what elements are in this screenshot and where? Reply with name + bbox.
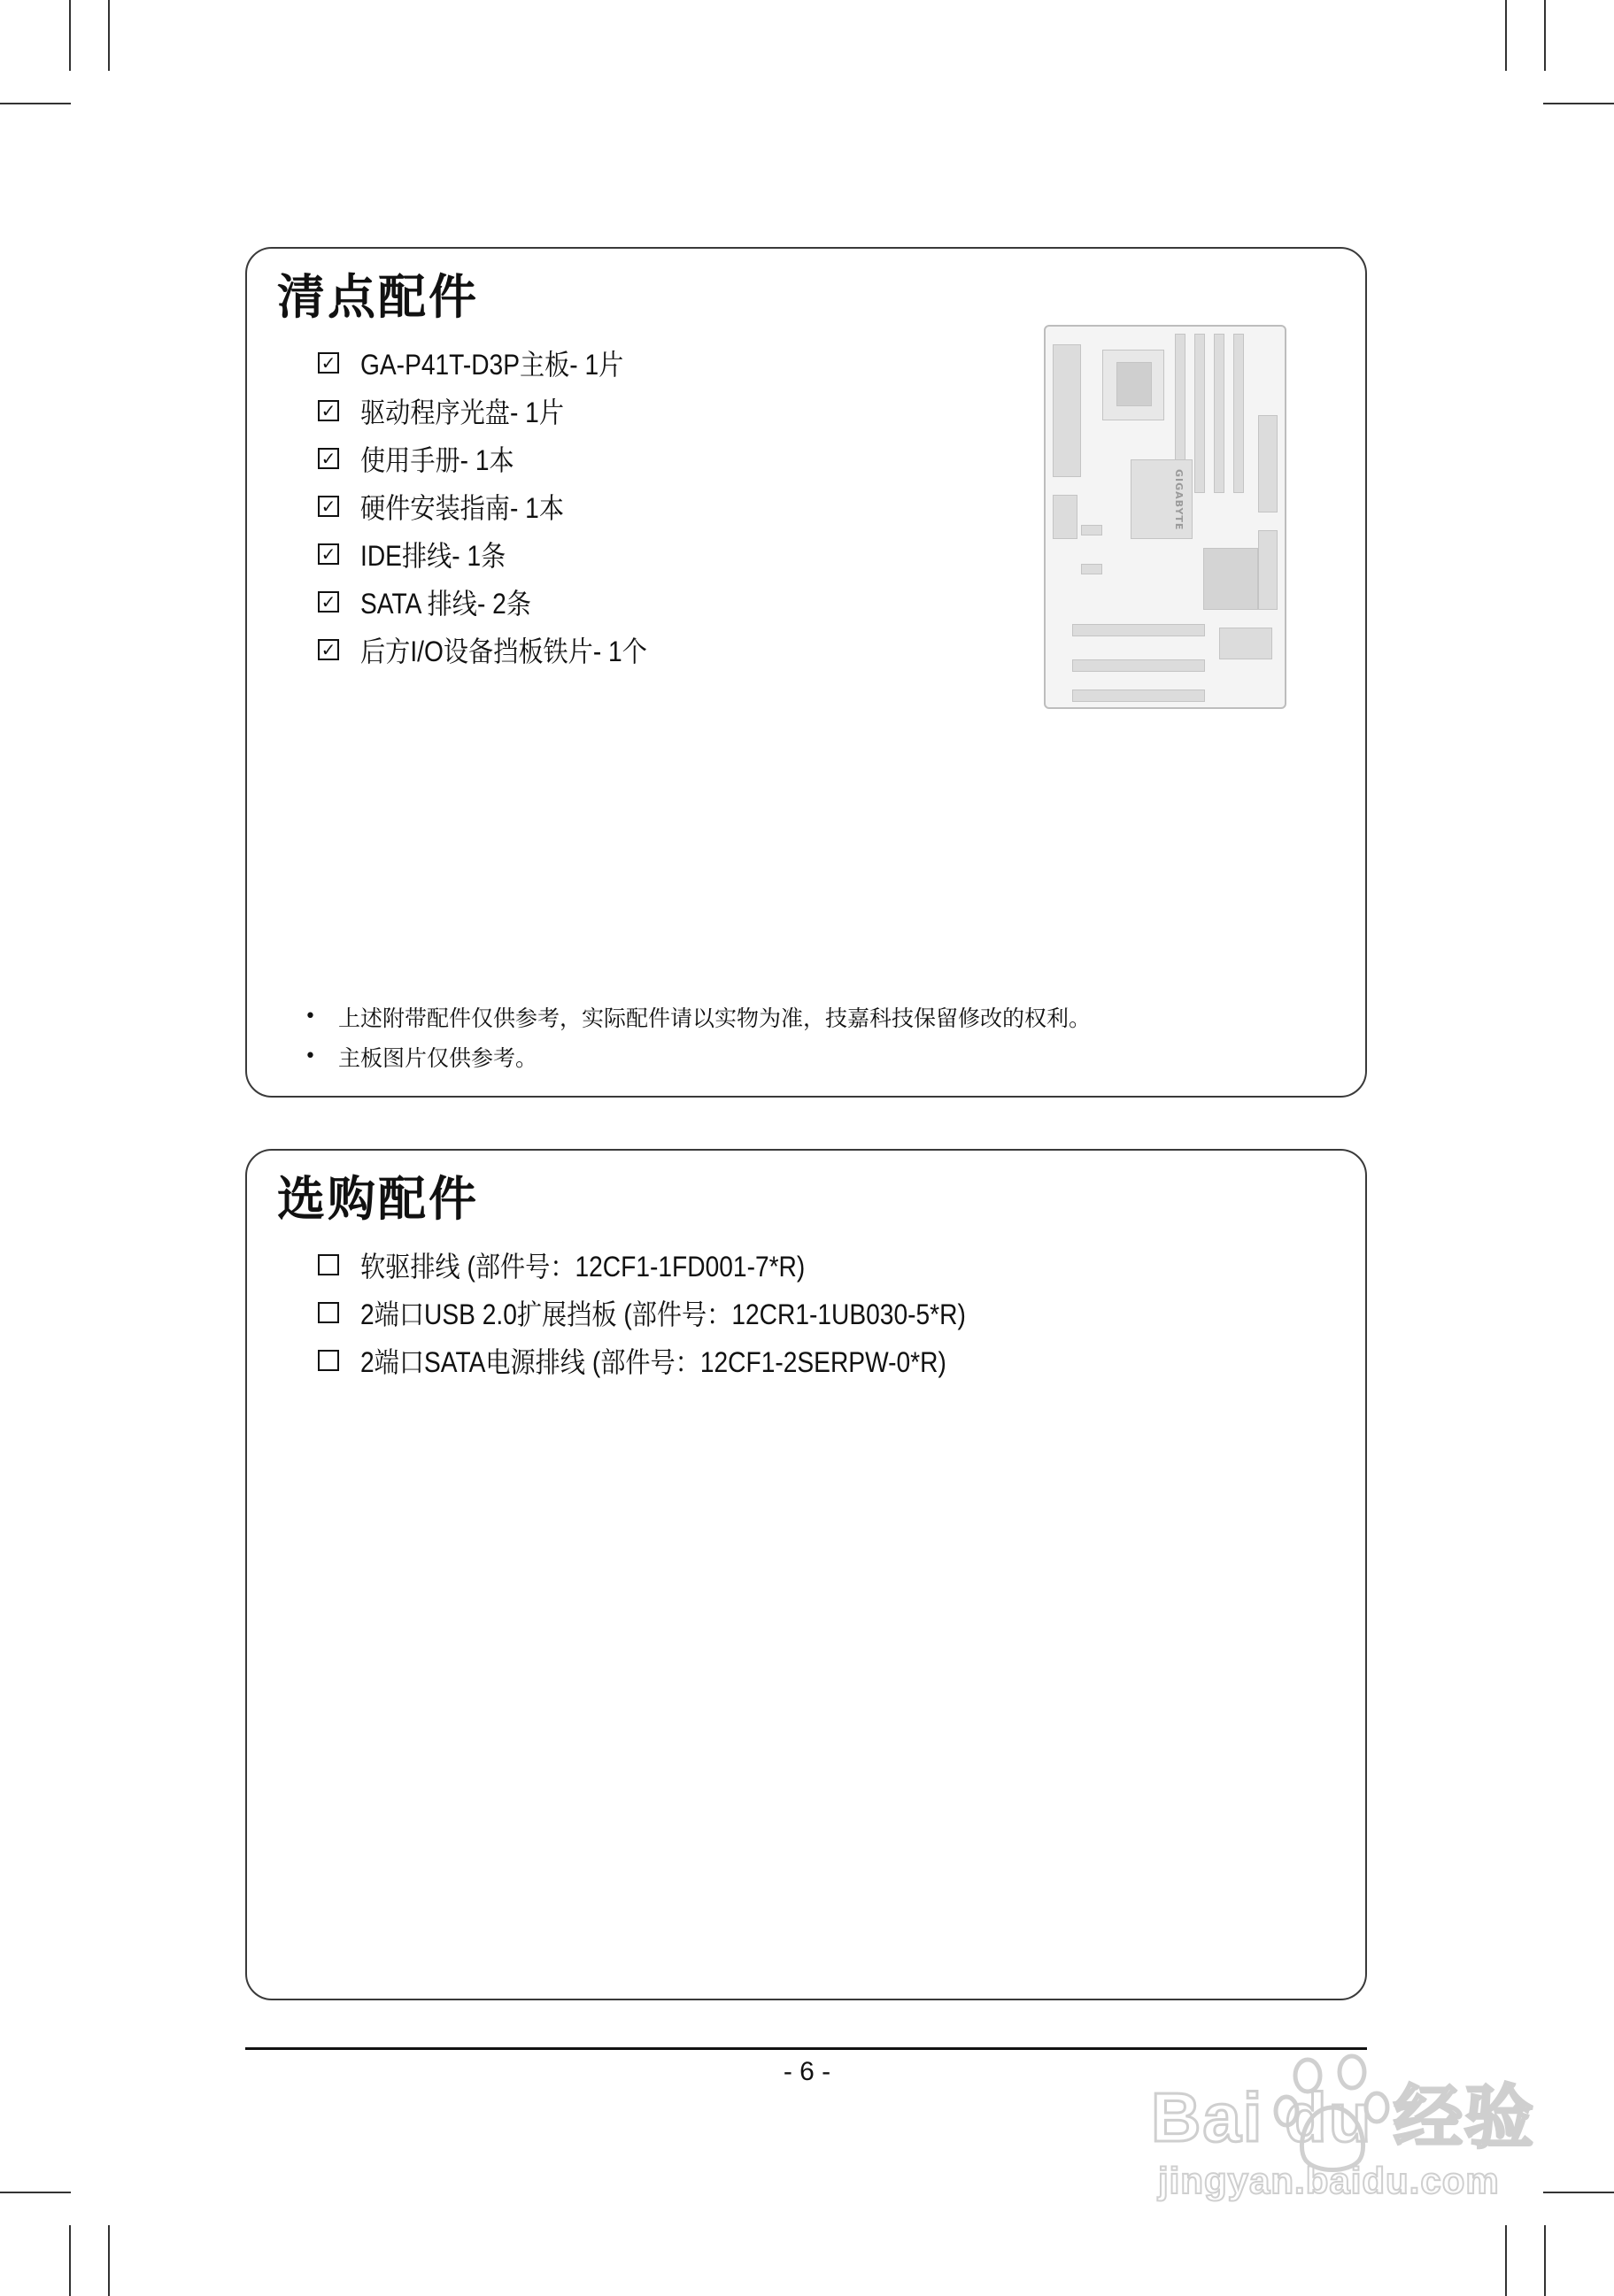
package-contents-list: [318, 339, 686, 674]
page-number: - 6 -: [783, 2057, 831, 2086]
watermark-url: jingyan.baidu.com: [1158, 2160, 1500, 2201]
checked-box-icon: ✓: [318, 448, 339, 469]
unchecked-box-icon: [318, 1302, 339, 1323]
checked-box-icon: ✓: [318, 352, 339, 374]
checked-box-icon: ✓: [318, 543, 339, 565]
list-item: • 上述附带配件仅供参考，实际配件请以实物为准，技嘉科技保留修改的权利。: [305, 1005, 1092, 1031]
optional-items-title: 选购配件: [277, 1171, 479, 1227]
crop-mark: [69, 0, 71, 71]
crop-mark: [1544, 0, 1546, 71]
list-item: ✓ 后方I/O设备挡板铁片- 1个: [318, 626, 686, 674]
list-item: ✓ GA-P41T-D3P主板- 1片: [318, 339, 686, 387]
crop-mark: [1543, 2192, 1614, 2193]
crop-mark: [1505, 0, 1507, 71]
list-item: ✓ 使用手册- 1本: [318, 435, 686, 482]
crop-mark: [69, 2225, 71, 2296]
watermark-brand: Bai du 经验: [1151, 2078, 1536, 2156]
list-item: ✓ SATA 排线- 2条: [318, 578, 686, 626]
checked-box-icon: ✓: [318, 639, 339, 660]
list-item: 软驱排线 (部件号：12CF1-1FD001-7*R): [318, 1241, 1048, 1289]
optional-items-list: [318, 1241, 1048, 1384]
package-contents-title: 清点配件: [277, 269, 479, 325]
list-item: ✓ 驱动程序光盘- 1片: [318, 387, 686, 435]
package-contents-box: [245, 247, 1367, 1098]
crop-mark: [1543, 103, 1614, 104]
board-brand-label: GIGABYTE: [1173, 469, 1185, 531]
motherboard-image: [1044, 325, 1286, 709]
list-item: 2端口USB 2.0扩展挡板 (部件号：12CR1-1UB030-5*R): [318, 1289, 1048, 1337]
list-item: ✓ 硬件安装指南- 1本: [318, 482, 686, 530]
crop-mark: [108, 2225, 110, 2296]
crop-mark: [0, 2192, 71, 2193]
crop-mark: [1505, 2225, 1507, 2296]
unchecked-box-icon: [318, 1254, 339, 1275]
list-item: 2端口SATA电源排线 (部件号：12CF1-2SERPW-0*R): [318, 1337, 1048, 1384]
footer-rule: [245, 2047, 1367, 2050]
checked-box-icon: ✓: [318, 400, 339, 421]
list-item: ✓ IDE排线- 1条: [318, 530, 686, 578]
crop-mark: [1544, 2225, 1546, 2296]
notes-list: [305, 997, 1091, 1076]
crop-mark: [0, 103, 71, 104]
unchecked-box-icon: [318, 1350, 339, 1371]
optional-items-box: [245, 1149, 1367, 2000]
checked-box-icon: ✓: [318, 591, 339, 613]
crop-mark: [108, 0, 110, 71]
checked-box-icon: ✓: [318, 496, 339, 517]
list-item: • 主板图片仅供参考。: [305, 1044, 538, 1071]
